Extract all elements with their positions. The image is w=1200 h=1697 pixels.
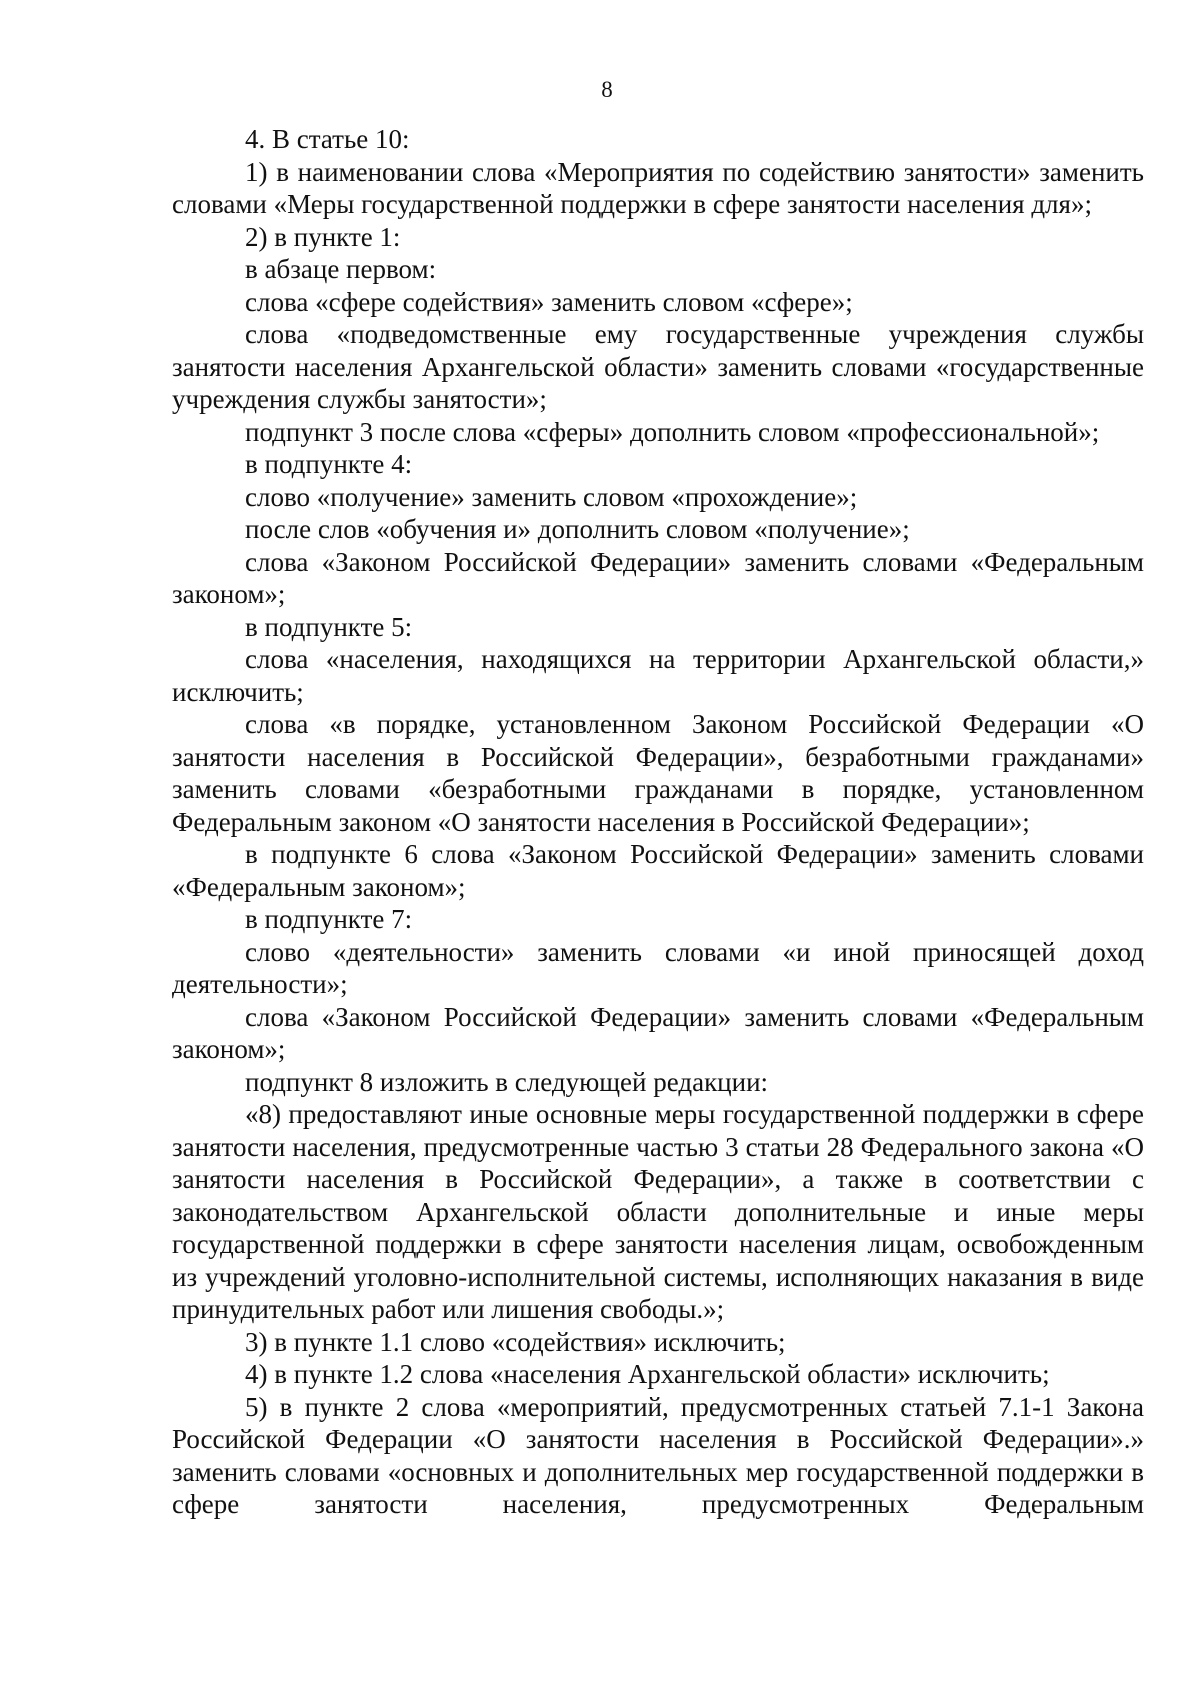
document-body	[172, 123, 1144, 1521]
paragraph: после слов «обучения и» дополнить словом «получение»;	[245, 514, 910, 544]
paragraph: 4) в пункте 1.2 слова «населения Архангельской области» исключить;	[245, 1359, 1050, 1389]
paragraph: подпункт 3 после слова «сферы» дополнить словом «профессиональной»;	[245, 416, 1100, 447]
page-number: 8	[601, 77, 613, 102]
paragraph: слова «подведомственные ему государственные учреждения службы занятости населения Архангельской области» заменить словами «государственные учреждения службы занятости»;	[172, 319, 1144, 414]
paragraph: подпункт 8 изложить в следующей редакции:	[245, 1066, 769, 1097]
paragraph: в абзаце первом:	[245, 254, 437, 284]
paragraph: слова «Законом Российской Федерации» заменить словами «Федеральным законом»;	[172, 546, 1144, 609]
paragraph-continued: 5) в пункте 2 слова «мероприятий, предусмотренных статьей 7.1-1 Закона Российской Федерации «О занятости населения в Российской Федерации».» заменить словами «основных и дополнительных мер государственной поддержки в сфере занятости населения, предусмотренных Федеральным	[172, 1391, 1144, 1519]
paragraph-quoted-text: «8) предоставляют иные основные меры государственной поддержки в сфере занятости населения, предусмотренные частью 3 статьи 28 Федерального закона «О занятости населения в Российской Федерации», а также в соответствии с законодательством Архангельской области дополнительные и иные меры государственной поддержки в сфере занятости населения лицам, освобожденным из учреждений уголовно-исполнительной системы, исполняющих наказания в виде принудительных работ или лишения свободы.»;	[172, 1099, 1144, 1324]
paragraph: в подпункте 4:	[245, 449, 413, 479]
paragraph: 3) в пункте 1.1 слово «содействия» исключить;	[245, 1326, 786, 1357]
paragraph: слово «получение» заменить словом «прохождение»;	[245, 481, 858, 512]
paragraph: слова «в порядке, установленном Законом Российской Федерации «О занятости населения в Российской Федерации», безработными гражданами» заменить словами «безработными гражданами в порядке, установленном Федеральным законом «О занятости населения в Российской Федерации»;	[172, 709, 1144, 837]
paragraph: в подпункте 6 слова «Законом Российской Федерации» заменить словами «Федеральным законом»;	[172, 839, 1144, 902]
paragraph: слова «населения, находящихся на территории Архангельской области,» исключить;	[172, 644, 1144, 707]
paragraph-article-heading: 4. В статье 10:	[245, 124, 410, 154]
paragraph: в подпункте 7:	[245, 904, 413, 934]
paragraph: 2) в пункте 1:	[245, 221, 401, 252]
paragraph: слово «деятельности» заменить словами «и иной приносящей доход деятельности»;	[172, 936, 1144, 999]
paragraph: слова «Законом Российской Федерации» заменить словами «Федеральным законом»;	[172, 1001, 1144, 1064]
paragraph: в подпункте 5:	[245, 611, 413, 642]
paragraph: 1) в наименовании слова «Мероприятия по содействию занятости» заменить словами «Меры государственной поддержки в сфере занятости населения для»;	[172, 156, 1144, 219]
paragraph: слова «сфере содействия» заменить словом «сфере»;	[245, 286, 853, 317]
